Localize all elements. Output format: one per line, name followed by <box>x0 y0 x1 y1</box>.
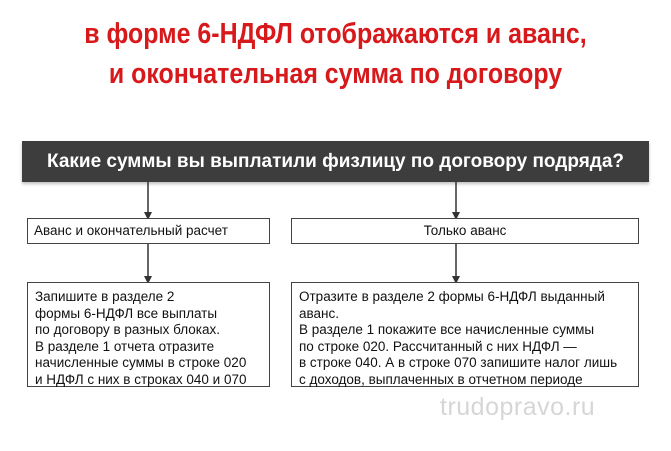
title-line-2: и окончательная сумма по договору <box>108 58 563 90</box>
desc-left-line: В разделе 1 отчета отразите <box>35 338 215 354</box>
question-banner: Какие суммы вы выплатили физлицу по договору подряда? <box>22 141 649 182</box>
desc-right-line: аванс. <box>299 305 339 321</box>
desc-right-line: по строке 020. Рассчитанный с них НДФЛ — <box>299 338 577 354</box>
desc-left-line: и НДФЛ с них в строках 040 и 070 <box>35 371 247 387</box>
desc-right-line: В разделе 1 покажите все начисленные суммы <box>299 322 595 337</box>
desc-left-line: Запишите в разделе 2 <box>35 289 175 304</box>
desc-right-line: в строке 040. А в строке 070 запишите налог лишь <box>299 355 618 370</box>
desc-right-line: Отразите в разделе 2 формы 6-НДФЛ выданный <box>299 289 605 304</box>
desc-left-line: формы 6-НДФЛ все выплаты <box>35 305 218 321</box>
description-advance-only <box>291 282 639 387</box>
desc-right-line: с доходов, выплаченных в отчетном периоде <box>299 371 583 387</box>
description-advance-and-final <box>27 282 270 387</box>
site-watermark: trudopravo.ru <box>440 393 596 421</box>
title-line-1: в форме 6-НДФЛ отображаются и аванс, <box>84 18 587 50</box>
option-advance-and-final: Аванс и окончательный расчет <box>27 218 270 244</box>
desc-left-line: начисленные суммы в строке 020 <box>35 355 247 370</box>
option-advance-only: Только аванс <box>291 218 639 244</box>
desc-left-line: по договору в разных блоках. <box>35 322 220 337</box>
